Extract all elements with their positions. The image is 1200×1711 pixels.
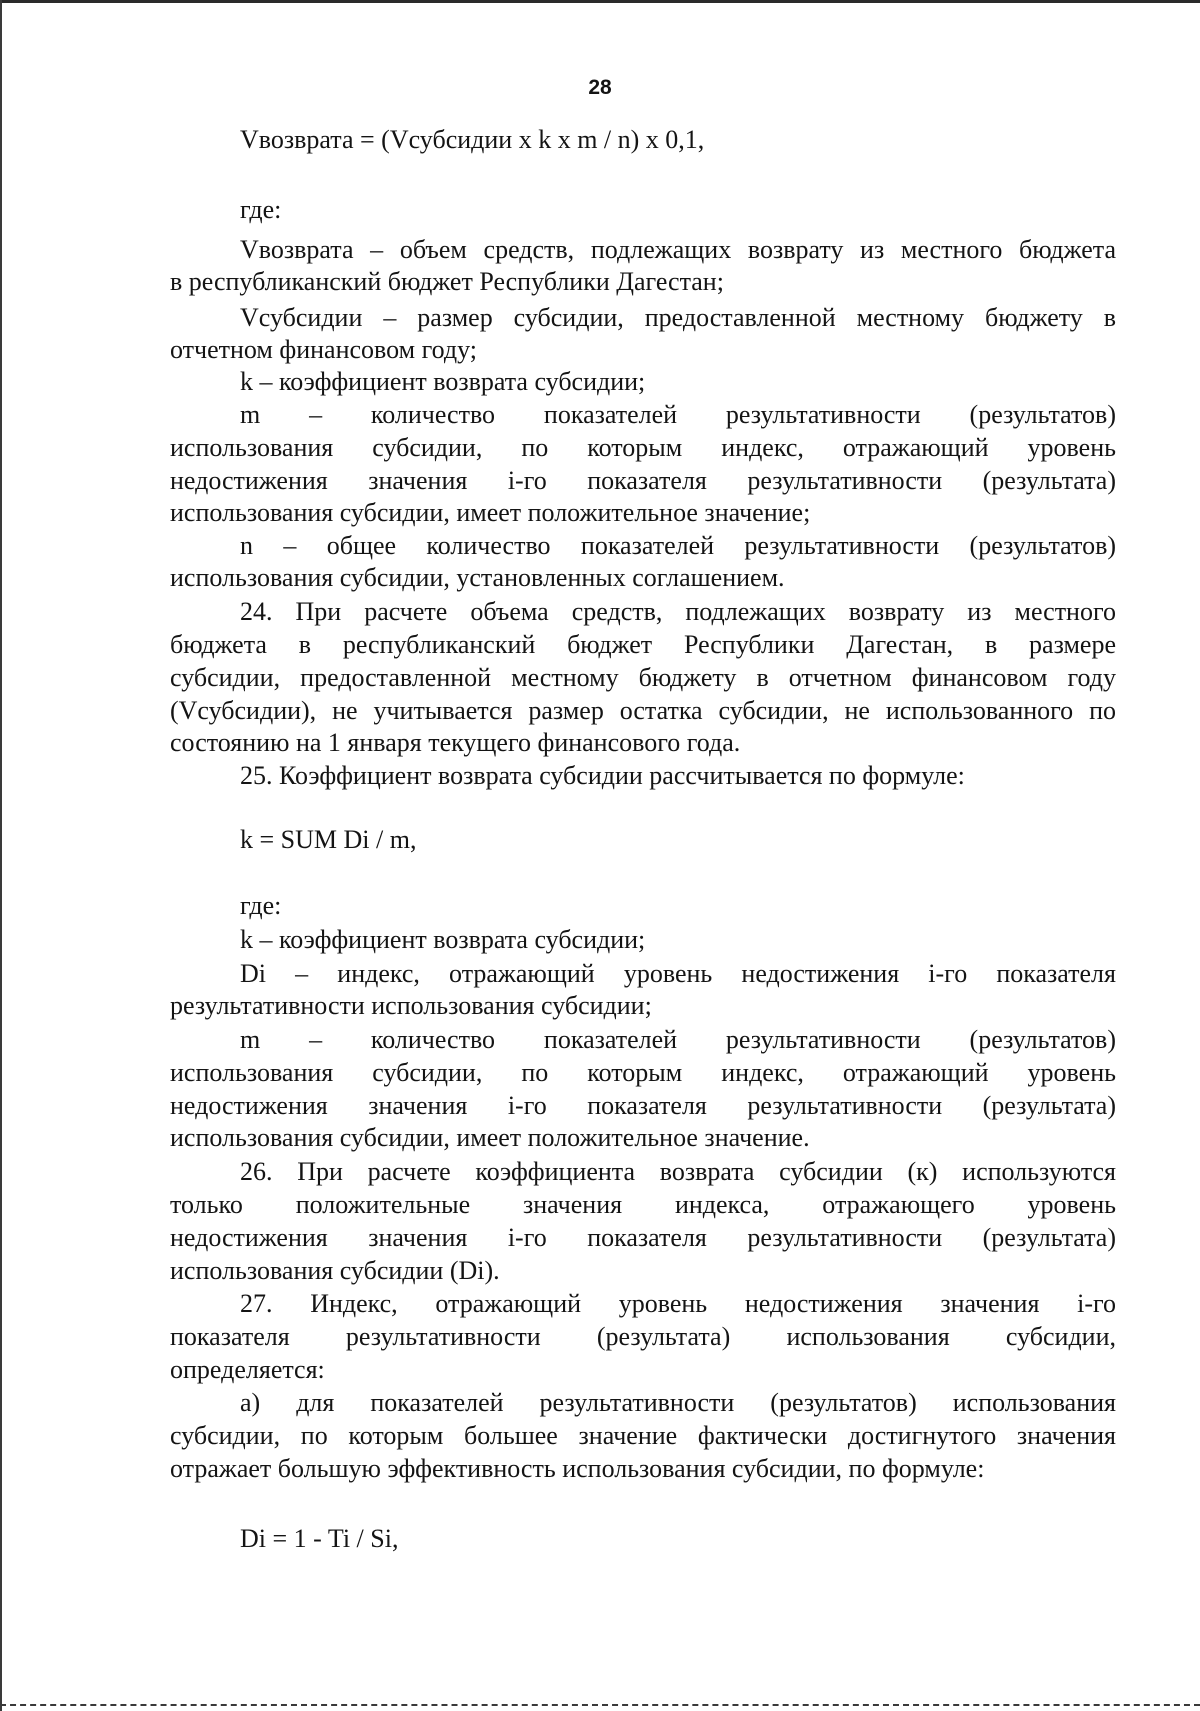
- text-line: k – коэффициент возврата субсидии;: [240, 925, 646, 954]
- text-line: использования субсидии (Di).: [170, 1256, 500, 1285]
- text-line: 25. Коэффициент возврата субсидии рассчитывается по формуле:: [240, 761, 965, 790]
- text-line: состоянию на 1 января текущего финансового года.: [170, 728, 741, 757]
- text-line: показателя результативности (результата) использования субсидии,: [170, 1322, 1116, 1351]
- formula-line: k = SUM Di / m,: [240, 825, 417, 854]
- text-line: где:: [240, 195, 282, 224]
- text-line: Vсубсидии – размер субсидии, предоставленной местному бюджету в: [240, 303, 1116, 332]
- formula-line: Di = 1 - Ti / Si,: [240, 1524, 399, 1553]
- page-number: 28: [588, 76, 612, 99]
- formula-line: Vвозврата = (Vсубсидии x k x m / n) x 0,1,: [240, 125, 705, 154]
- text-line: использования субсидии, установленных соглашением.: [170, 563, 785, 592]
- text-line: субсидии, по которым большее значение фактически достигнутого значения: [170, 1421, 1116, 1450]
- text-line: Di – индекс, отражающий уровень недостижения i-го показателя: [240, 959, 1116, 988]
- text-line: недостижения значения i-го показателя результативности (результата): [170, 466, 1116, 495]
- text-line: недостижения значения i-го показателя результативности (результата): [170, 1223, 1116, 1252]
- text-line: результативности использования субсидии;: [170, 991, 652, 1020]
- text-line: субсидии, предоставленной местному бюджету в отчетном финансовом году: [170, 663, 1116, 692]
- text-line: (Vсубсидии), не учитывается размер остатка субсидии, не использованного по: [170, 696, 1116, 725]
- text-line: n – общее количество показателей результативности (результатов): [240, 531, 1116, 560]
- text-line: только положительные значения индекса, отражающего уровень: [170, 1190, 1116, 1219]
- scan-edge-bottom: [0, 1704, 1200, 1706]
- text-line: использования субсидии, имеет положительное значение;: [170, 498, 811, 527]
- text-line: отражает большую эффективность использования субсидии, по формуле:: [170, 1454, 985, 1483]
- scan-edge-left: [0, 0, 2, 1711]
- text-line: 27. Индекс, отражающий уровень недостижения значения i-го: [240, 1289, 1116, 1318]
- text-line: а) для показателей результативности (результатов) использования: [240, 1388, 1116, 1417]
- text-line: определяется:: [170, 1355, 325, 1384]
- text-line: где:: [240, 891, 282, 920]
- text-line: k – коэффициент возврата субсидии;: [240, 367, 646, 396]
- text-line: 26. При расчете коэффициента возврата субсидии (к) используются: [240, 1157, 1116, 1186]
- text-line: использования субсидии, по которым индекс, отражающий уровень: [170, 433, 1116, 462]
- text-line: m – количество показателей результативности (результатов): [240, 1025, 1116, 1054]
- scan-edge-top: [0, 0, 1200, 3]
- text-line: бюджета в республиканский бюджет Республики Дагестан, в размере: [170, 630, 1116, 659]
- text-line: m – количество показателей результативности (результатов): [240, 400, 1116, 429]
- text-line: Vвозврата – объем средств, подлежащих возврату из местного бюджета: [240, 235, 1116, 264]
- text-line: в республиканский бюджет Республики Дагестан;: [170, 267, 724, 296]
- text-line: использования субсидии, имеет положительное значение.: [170, 1123, 810, 1152]
- text-line: 24. При расчете объема средств, подлежащих возврату из местного: [240, 597, 1116, 626]
- text-line: недостижения значения i-го показателя результативности (результата): [170, 1091, 1116, 1120]
- text-line: использования субсидии, по которым индекс, отражающий уровень: [170, 1058, 1116, 1087]
- text-line: отчетном финансовом году;: [170, 335, 477, 364]
